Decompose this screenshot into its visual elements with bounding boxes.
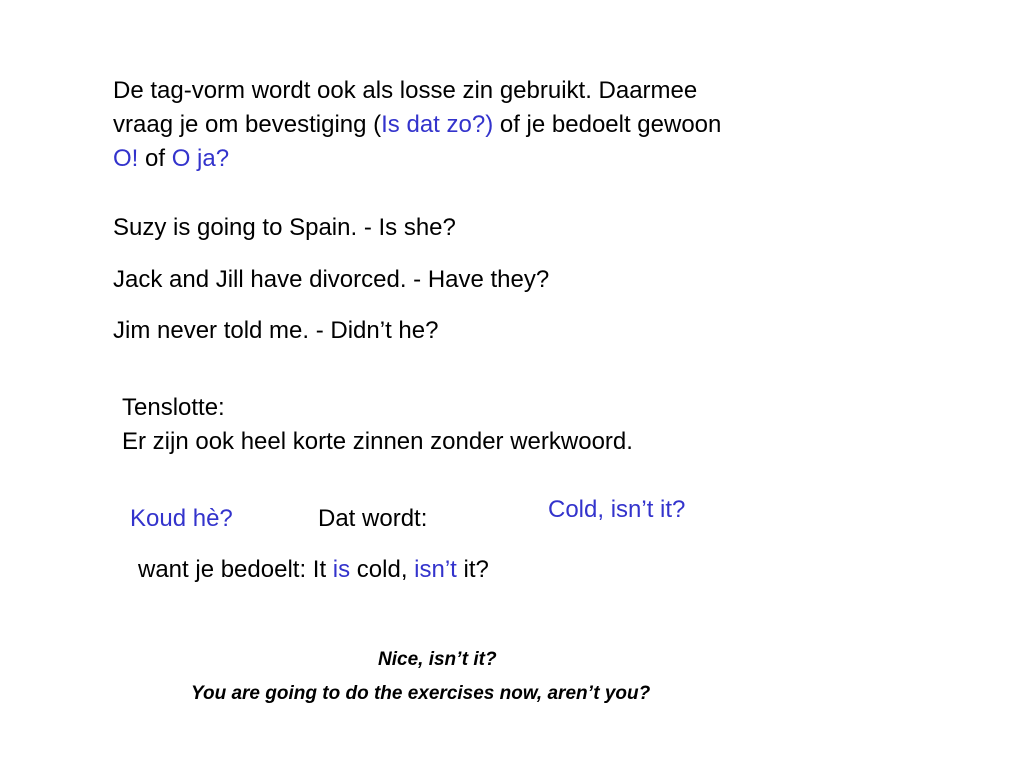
closing-line-2: You are going to do the exercises now, aren’t you?: [191, 683, 651, 704]
closing-line-1: Nice, isn’t it?: [378, 649, 497, 670]
intro-paragraph: [113, 74, 721, 176]
explanation-text-e: it?: [456, 556, 489, 583]
cold-isnt-it-phrase: Cold, isn’t it?: [548, 496, 686, 523]
finally-paragraph: [122, 391, 633, 459]
intro-line-2-text-c: of je bedoelt gewoon: [493, 111, 722, 138]
explanation-line: [138, 553, 489, 587]
example-sentence: Jim never told me. - Didn’t he?: [113, 317, 439, 344]
highlight-o-ja: O ja?: [171, 145, 230, 172]
koud-he-phrase: Koud hè?: [130, 505, 233, 532]
example-sentence: Jack and Jill have divorced. - Have they?: [113, 266, 550, 293]
highlight-o: O!: [113, 145, 139, 172]
highlight-isnt: isn’t: [414, 556, 457, 583]
highlight-is: is: [332, 556, 351, 583]
finally-text: Er zijn ook heel korte zinnen zonder werkwoord.: [122, 428, 633, 455]
intro-line-3: [113, 142, 721, 176]
intro-line-2-text-a: vraag je om bevestiging (: [113, 111, 382, 138]
explanation-text-a: want je bedoelt: It: [138, 556, 333, 583]
finally-heading: Tenslotte:: [122, 394, 225, 421]
intro-line-3-text-b: of: [138, 145, 172, 172]
dat-wordt-label: Dat wordt:: [318, 505, 428, 532]
example-sentence: Suzy is going to Spain. - Is she?: [113, 214, 456, 241]
explanation-text-c: cold,: [350, 556, 415, 583]
intro-line-2: [113, 108, 721, 142]
intro-line-1: De tag-vorm wordt ook als losse zin gebruikt. Daarmee: [113, 77, 698, 104]
highlight-is-dat-zo: Is dat zo?): [381, 111, 494, 138]
